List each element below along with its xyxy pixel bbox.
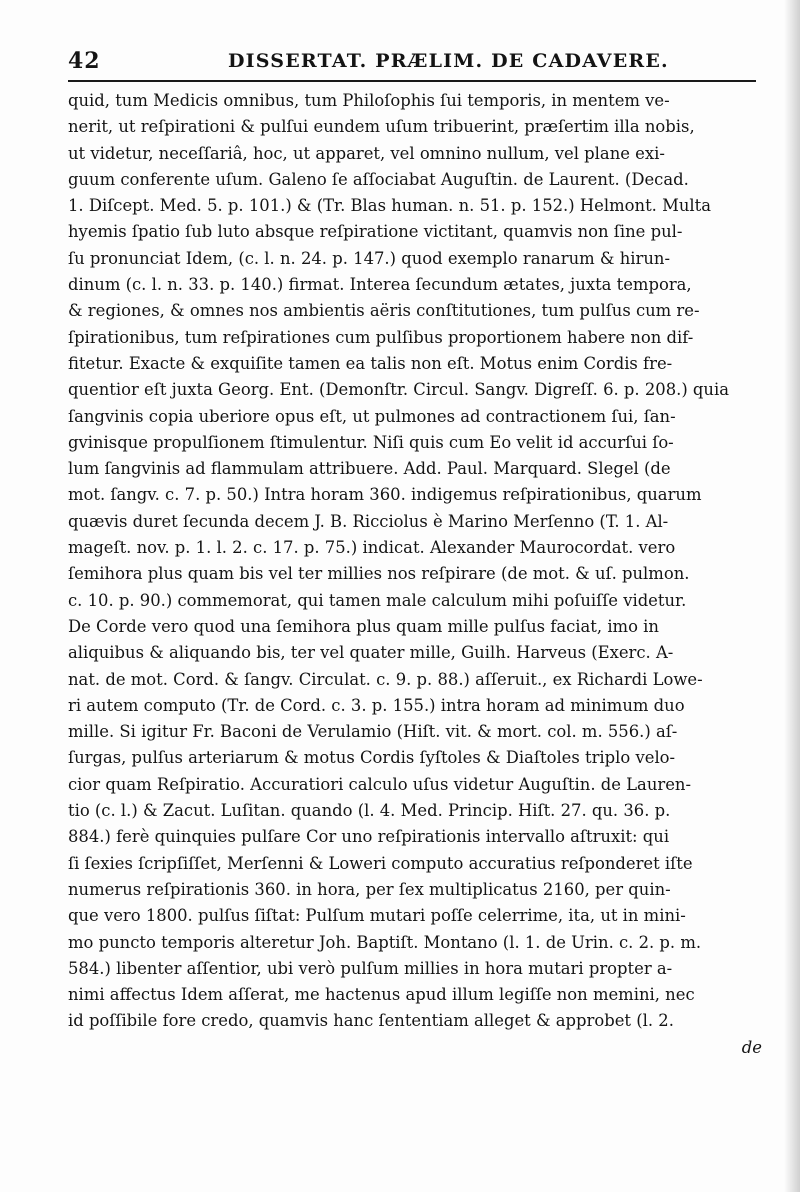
text-line: fitetur. Exacte & exquiſite tamen ea talis non eſt. Motus enim Cordis fre- [68, 353, 673, 373]
text-line: que vero 1800. pulſus ſiſtat: Pulſum mutari poſſe celerrime, ita, ut in mini- [68, 906, 686, 926]
text-line: mo puncto temporis alteretur Joh. Baptiſt. Montano (l. 1. de Urin. c. 2. p. m. [68, 932, 702, 952]
text-line: tio (c. l.) & Zacut. Luſitan. quando (l. 4. Med. Princip. Hiſt. 27. qu. 36. p. [68, 801, 671, 821]
text-line: mageſt. nov. p. 1. l. 2. c. 17. p. 75.) indicat. Alexander Maurocordat. vero [68, 538, 676, 558]
text-line: 884.) ferè quinquies pulſare Cor uno reſpirationis intervallo aſtruxit: qui [68, 827, 670, 847]
text-line: ſu pronunciat Idem, (c. l. n. 24. p. 147.) quod exemplo ranarum & hirun- [68, 248, 671, 268]
spine-shadow [784, 0, 800, 1192]
text-line: & regiones, & omnes nos ambientis aëris conſtitutiones, tum pulſus cum re- [68, 301, 700, 321]
text-line: lum ſangvinis ad flammulam attribuere. Add. Paul. Marquard. Slegel (de [68, 459, 671, 479]
text-line: 584.) libenter aſſentior, ubi verò pulſum millies in hora mutari propter a- [68, 958, 673, 978]
header-rule [68, 80, 756, 82]
text-line: ſi ſexies ſcripſiſſet, Merſenni & Loweri computo accuratius reſponderet iſte [68, 853, 693, 873]
text-line: quævis duret ſecunda decem J. B. Ricciolus è Marino Merſenno (T. 1. Al- [68, 511, 669, 531]
text-line: c. 10. p. 90.) commemorat, qui tamen male calculum mihi poſuiſſe videtur. [68, 590, 687, 610]
text-line: nerit, ut reſpirationi & pulſui eundem uſum tribuerint, præſertim illa nobis, [68, 117, 695, 137]
text-line: mot. ſangv. c. 7. p. 50.) Intra horam 360. indigemus reſpirationibus, quarum [68, 485, 702, 505]
text-line: nat. de mot. Cord. & ſangv. Circulat. c. 9. p. 88.) aſſeruit., ex Richardi Lowe- [68, 669, 703, 689]
text-line: guum conferente uſum. Galeno ſe aſſociabat Auguſtin. de Laurent. (Decad. [68, 169, 689, 189]
text-line: numerus reſpirationis 360. in hora, per ſex multiplicatus 2160, per quin- [68, 879, 671, 899]
text-line: ſpirationibus, tum reſpirationes cum pulſibus proportionem habere non dif- [68, 327, 694, 347]
text-line: ri autem computo (Tr. de Cord. c. 3. p. 155.) intra horam ad minimum duo [68, 695, 685, 715]
text-line: ſemihora plus quam bis vel ter millies nos reſpirare (de mot. & uſ. pulmon. [68, 564, 690, 584]
text-line: ſurgas, pulſus arteriarum & motus Cordis ſyſtoles & Diaſtoles triplo velo- [68, 748, 676, 768]
text-line: 1. Diſcept. Med. 5. p. 101.) & (Tr. Blas human. n. 51. p. 152.) Helmont. Multa [68, 196, 712, 216]
page-number: 42 [68, 48, 101, 74]
body-text [68, 88, 762, 1061]
page-header [68, 44, 756, 78]
text-line: mille. Si igitur Fr. Baconi de Verulamio (Hiſt. vit. & mort. col. m. 556.) aſ- [68, 722, 678, 742]
text-line: aliquibus & aliquando bis, ter vel quater mille, Guilh. Harveus (Exerc. A- [68, 643, 674, 663]
text-line: nimi affectus Idem aſſerat, me hactenus apud illum legiſſe non memini, nec [68, 985, 695, 1005]
text-line: quid, tum Medicis omnibus, tum Philoſophis ſui temporis, in mentem ve- [68, 91, 670, 110]
text-line: dinum (c. l. n. 33. p. 140.) firmat. Interea ſecundum ætates, juxta tempora, [68, 275, 692, 295]
text-line: id poſſibile fore credo, quamvis hanc ſententiam alleget & approbet (l. 2. [68, 1011, 674, 1031]
text-line: ut videtur, neceſſariâ, hoc, ut apparet, vel omnino nullum, vel plane exi- [68, 143, 665, 163]
text-line: quentior eſt juxta Georg. Ent. (Demonſtr. Circul. Sangv. Digreſſ. 6. p. 208.) quia [68, 380, 729, 400]
text-line: ſangvinis copia uberiore opus eſt, ut pulmones ad contractionem ſui, ſan- [68, 406, 676, 426]
text-line: gvinisque propulſionem ſtimulentur. Niſi quis cum Eo velit id accurſui ſo- [68, 432, 674, 452]
text-line: cior quam Reſpiratio. Accuratiori calculo uſus videtur Auguſtin. de Lauren- [68, 774, 692, 794]
text-line: De Corde vero quod una ſemihora plus quam mille pulſus faciat, imo in [68, 616, 659, 636]
text-line: hyemis ſpatio ſub luto absque reſpiratione victitant, quamvis non ſine pul- [68, 222, 683, 242]
running-title: DISSERTAT. PRÆLIM. DE CADAVERE. [228, 50, 669, 72]
catchword: de [741, 1037, 762, 1057]
